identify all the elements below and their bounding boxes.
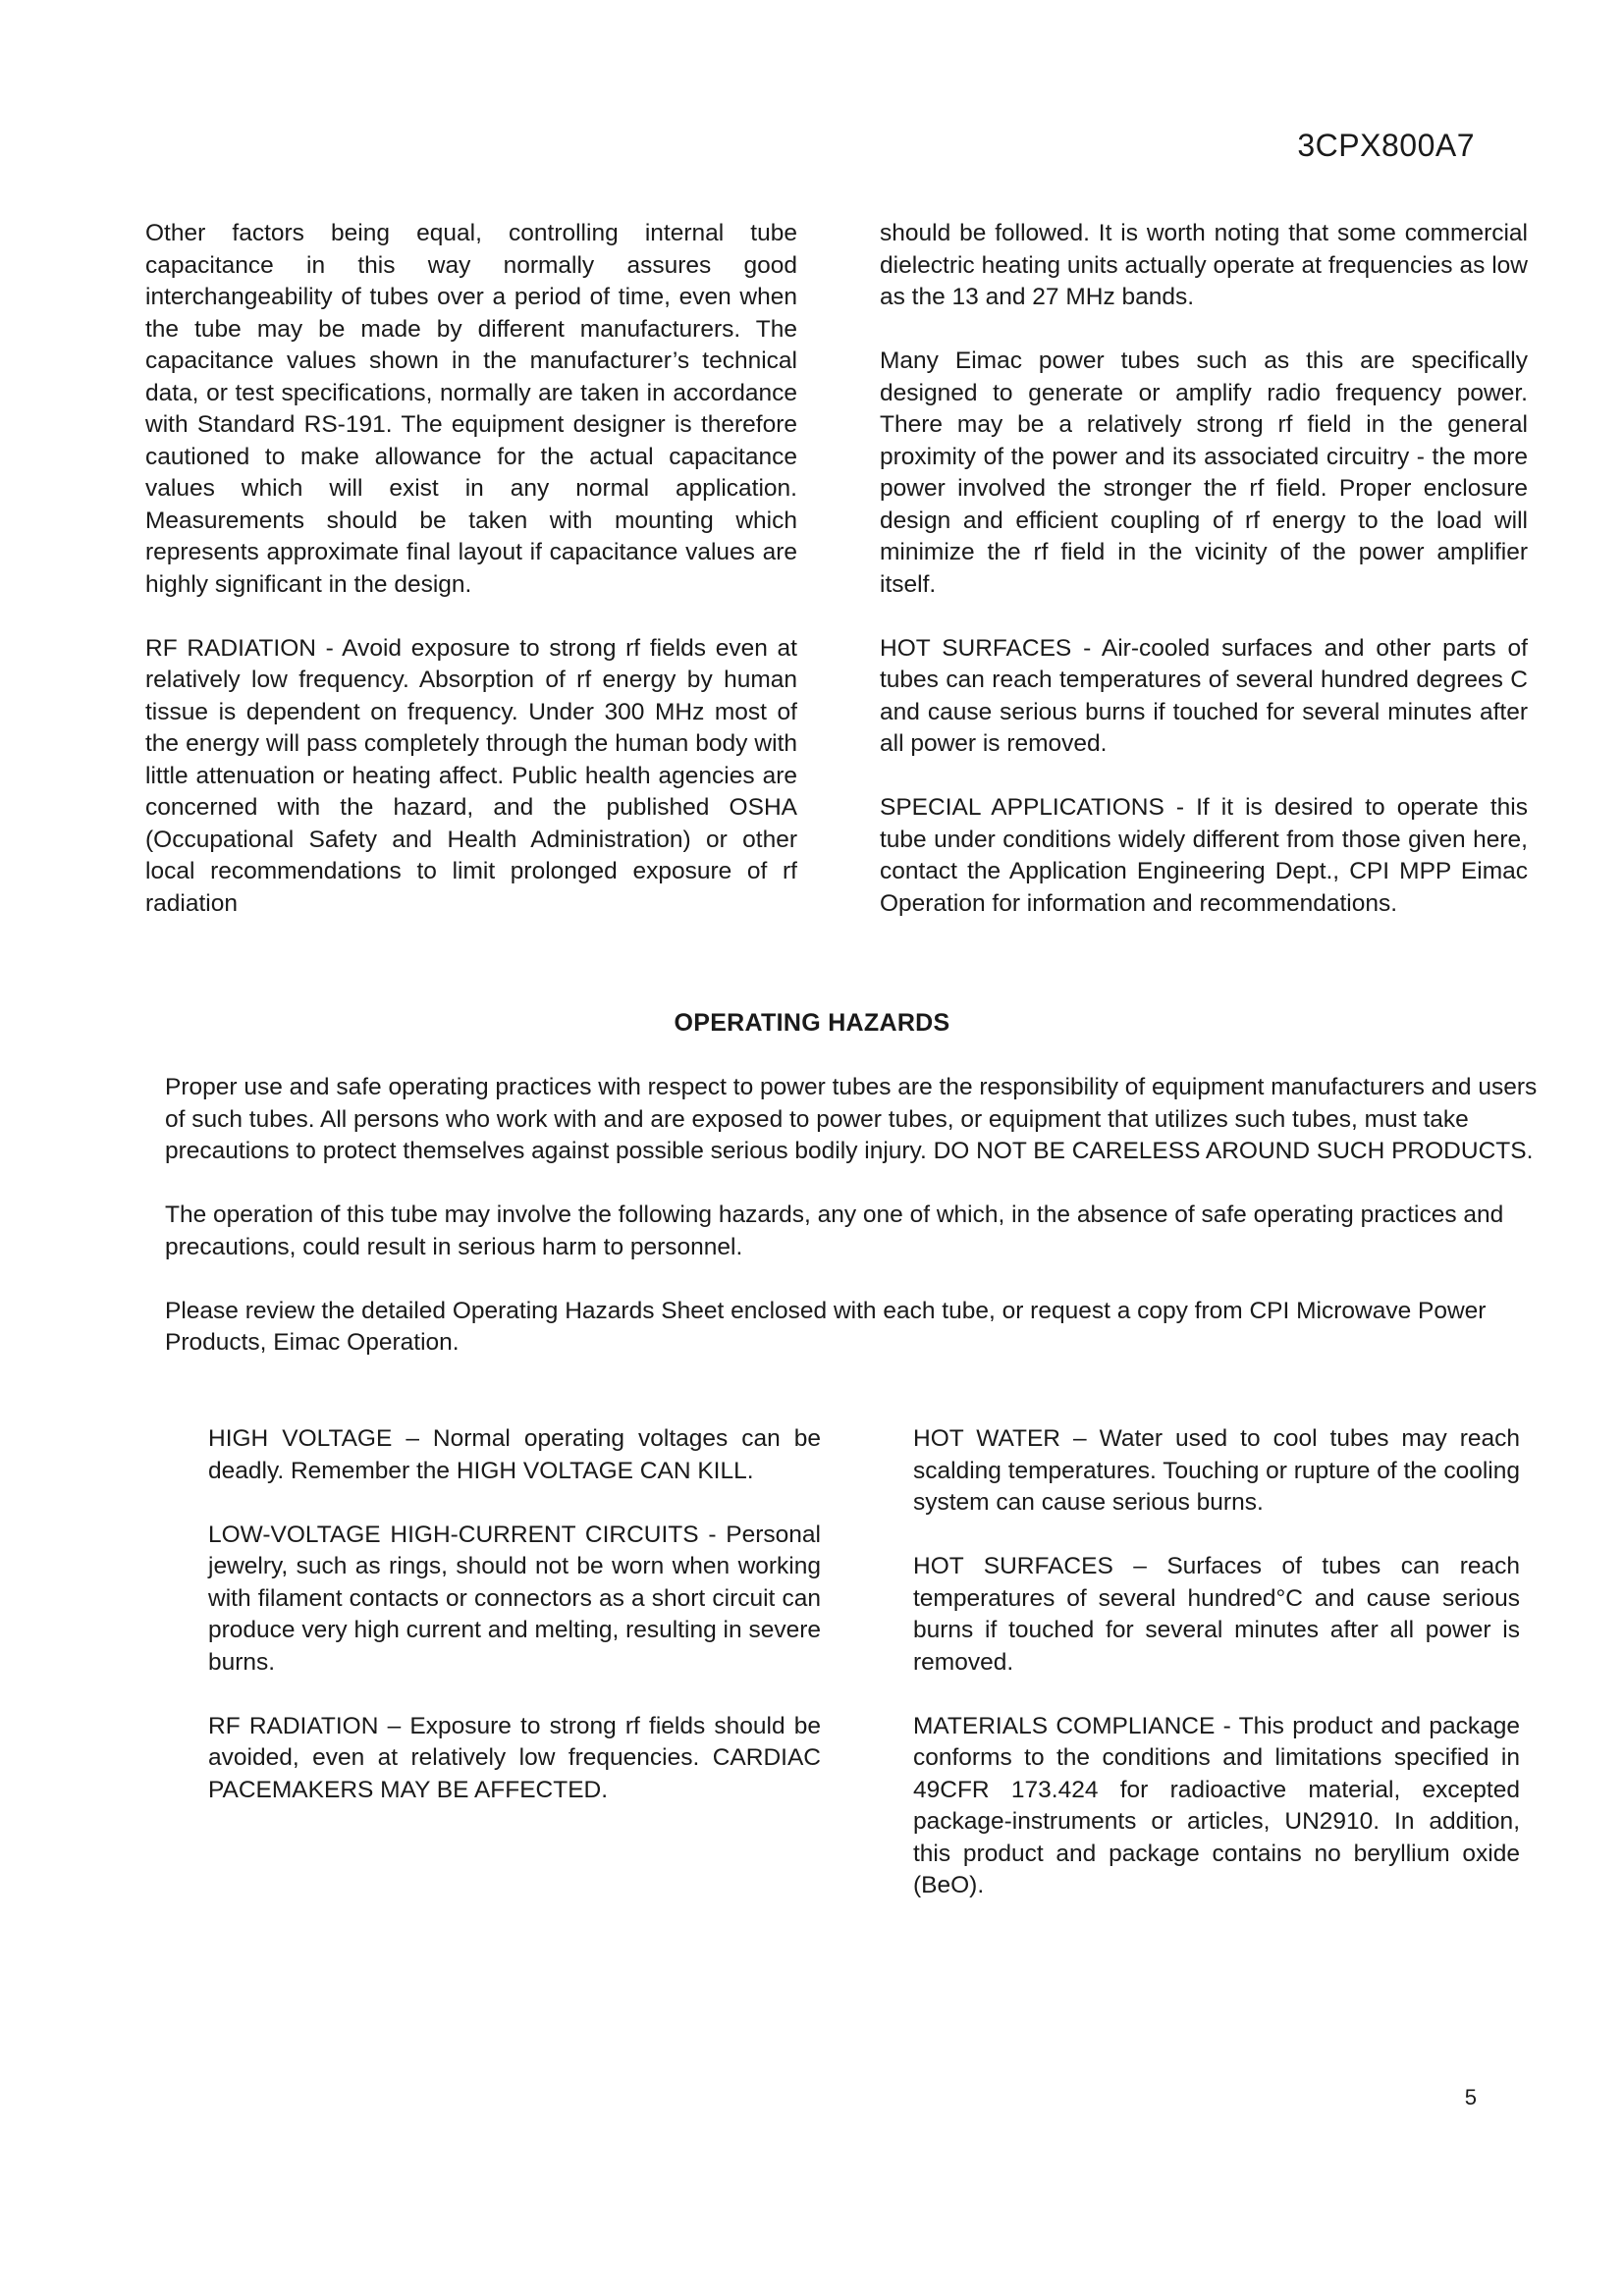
left-text-column [145, 218, 797, 952]
rf-radiation-paragraph: RF RADIATION - Avoid exposure to strong rf fields even at relatively low frequency. Absorption of rf energy by human tissue is dependent on frequency. Under 300 MHz most of the energy will pass completely through the human body with little attenuation or heating affect. Public health agencies are concerned with the hazard, and the published OSHA (Occupational Safety and Health Administration) or other local recommendations to limit prolonged exposure of rf radiation [145, 634, 797, 917]
page-number: 5 [1464, 2085, 1477, 2109]
rf-field-paragraph: Many Eimac power tubes such as this are specifically designed to generate or amplify radio frequency power. There may be a relatively strong rf field in the general proximity of the power and its associated circuitry - the more power involved the stronger the rf field. Proper enclosure design and efficient coupling of rf energy to the load will minimize the rf field in the vicinity of the power amplifier itself. [880, 347, 1528, 598]
hazards-intro-paragraph: The operation of this tube may involve the following hazards, any one of which, in the absence of safe operating practices and precautions, could result in serious harm to personnel. [165, 1201, 1504, 1260]
operating-hazards-heading: OPERATING HAZARDS [674, 1009, 950, 1037]
hazards-right-list [913, 1423, 1520, 1934]
hazard-item-materials-compliance: MATERIALS COMPLIANCE - This product and package conforms to the conditions and limitations specified in 49CFR 173.424 for radioactive material, excepted package-instruments or articles, UN2910. In addition, this product and package contains no beryllium oxide (BeO). [913, 1712, 1520, 1898]
hazard-item-hot-water: HOT WATER – Water used to cool tubes may reach scalding temperatures. Touching or rupture of the cooling system can cause serious burns. [913, 1425, 1520, 1516]
hazard-item-low-voltage: LOW-VOLTAGE HIGH-CURRENT CIRCUITS - Personal jewelry, such as rings, should not be worn when working with filament contacts or connectors as a short circuit can produce very high current and melting, resulting in severe burns. [208, 1521, 821, 1676]
special-applications-paragraph: SPECIAL APPLICATIONS - If it is desired to operate this tube under conditions widely different from those given here, contact the Application Engineering Dept., CPI MPP Eimac Operation for information and recommendations. [880, 794, 1528, 917]
hazard-item-hot-surfaces: HOT SURFACES – Surfaces of tubes can reach temperatures of several hundred°C and cause serious burns if touched for several minutes after all power is removed. [913, 1553, 1520, 1676]
hazards-intro-paragraph: Proper use and safe operating practices with respect to power tubes are the responsibility of equipment manufacturers and users of such tubes. All persons who work with and are exposed to power tubes, or equipment that utilizes such tubes, must take precautions to protect themselves against possible serious bodily injury. DO NOT BE CARELESS AROUND SUCH PRODUCTS. [165, 1074, 1538, 1164]
right-text-column [880, 218, 1528, 952]
hot-surfaces-paragraph: HOT SURFACES - Air-cooled surfaces and other parts of tubes can reach temperatures of several hundred degrees C and cause serious burns if touched for several minutes after all power is removed. [880, 634, 1528, 757]
hazards-left-list [208, 1423, 821, 1839]
hazard-item-high-voltage: HIGH VOLTAGE – Normal operating voltages can be deadly. Remember the HIGH VOLTAGE CAN KILL. [208, 1425, 821, 1484]
hazard-item-rf-radiation: RF RADIATION – Exposure to strong rf fields should be avoided, even at relatively low frequencies. CARDIAC PACEMAKERS MAY BE AFFECTED. [208, 1712, 821, 1803]
hazards-intro-paragraph: Please review the detailed Operating Hazards Sheet enclosed with each tube, or request a copy from CPI Microwave Power Products, Eimac Operation. [165, 1297, 1487, 1356]
document-code: 3CPX800A7 [1297, 128, 1475, 163]
hazards-intro [165, 1072, 1549, 1391]
capacitance-paragraph: Other factors being equal, controlling internal tube capacitance in this way normally assures good interchangeability of tubes over a period of time, even when the tube may be made by different manufacturers. The capacitance values shown in the manufacturer’s technical data, or test specifications, normally are taken in accordance with Standard RS-191. The equipment designer is therefore cautioned to make allowance for the actual capacitance values which will exist in any normal application. Measurements should be taken with mounting which represents approximate final layout if capacitance values are highly significant in the design. [145, 220, 797, 598]
dielectric-heating-paragraph: should be followed. It is worth noting that some commercial dielectric heating units actually operate at frequencies as low as the 13 and 27 MHz bands. [880, 220, 1528, 310]
